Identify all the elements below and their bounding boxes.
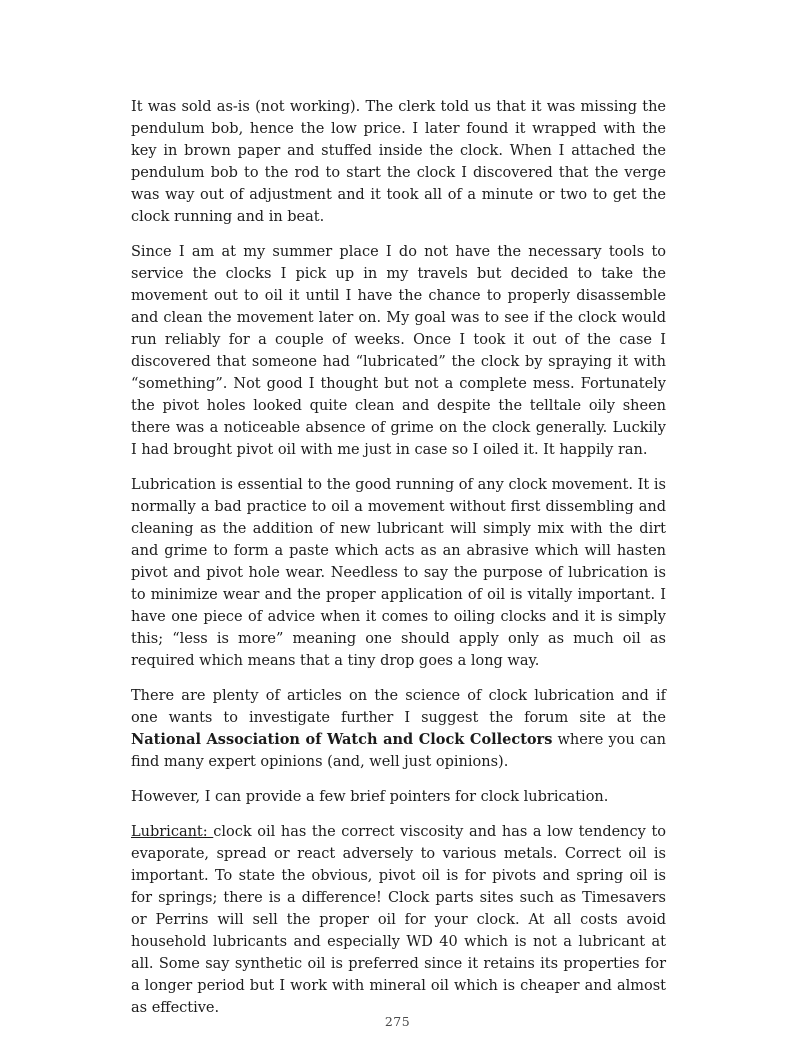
paragraph-articles-forum-text-before: There are plenty of articles on the science of clock lubrication and if one wants to investigate further I suggest the forum site at the — [131, 688, 666, 726]
paragraph-lubricant-pointer-text: clock oil has the correct viscosity and has a low tendency to evaporate, spread or react adversely to various metals. Correct oil is important. To state the obvious, pivot oil is for pivots and spring oil is for springs; there is a difference! Clock parts sites such as Timesavers or Perrins will sell the proper oil for your clock. At all costs avoid household lubricants and especially WD 40 which is not a lubricant at all. Some say synthetic oil is preferred since it retains its properties for a longer period but I work with mineral oil which is cheaper and almost as effective. — [131, 824, 666, 1016]
paragraph-articles-forum — [131, 685, 666, 773]
underlined-term-lubricant: Lubricant: — [131, 824, 214, 840]
paragraph-lubrication-essential: Lubrication is essential to the good running of any clock movement. It is normally a bad practice to oil a movement without first dissembling and cleaning as the addition of new lubricant will simply mix with the dirt and grime to form a paste which acts as an abrasive which will hasten pivot and pivot hole wear. Needless to say the purpose of lubrication is to minimize wear and the proper application of oil is vitally important. I have one piece of advice when it comes to oiling clocks and it is simply this; “less is more” meaning one should apply only as much oil as required which means that a tiny drop goes a long way. — [131, 477, 666, 669]
paragraph-pointers-intro: However, I can provide a few brief pointers for clock lubrication. — [131, 789, 609, 805]
page-number: 275 — [384, 1014, 411, 1029]
paragraph-articles-forum-text-after: where you can find many expert opinions (and, well just opinions). — [131, 732, 666, 770]
bold-organization-name: National Association of Watch and Clock Collectors — [131, 731, 553, 748]
paragraph-summer-place: Since I am at my summer place I do not have the necessary tools to service the clocks I pick up in my travels but decided to take the movement out to oil it until I have the chance to properly disassemble and clean the movement later on. My goal was to see if the clock would run reliably for a couple of weeks. Once I took it out of the case I discovered that someone had “lubricated” the clock by spraying it with “something”. Not good I thought but not a complete mess. Fortunately the pivot holes looked quite clean and despite the telltale oily sheen there was a noticeable absence of grime on the clock generally. Luckily I had brought pivot oil with me just in case so I oiled it. It happily ran. — [131, 244, 666, 458]
paragraph-lubricant-pointer — [131, 821, 666, 1019]
paragraph-sold-as-is: It was sold as-is (not working). The clerk told us that it was missing the pendulum bob, hence the low price. I later found it wrapped with the key in brown paper and stuffed inside the clock. When I attached the pendulum bob to the rod to start the clock I discovered that the verge was way out of adjustment and it took all of a minute or two to get the clock running and in beat. — [131, 99, 666, 225]
text-content — [131, 96, 666, 1019]
